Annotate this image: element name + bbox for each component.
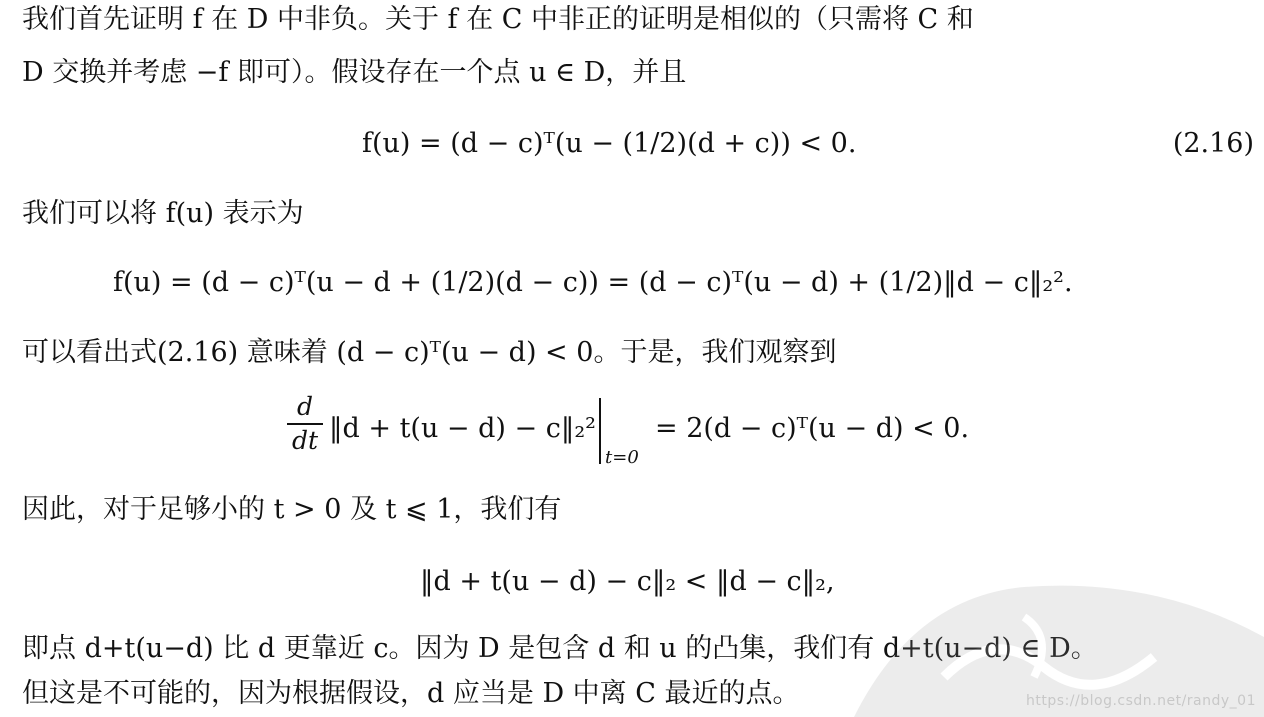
equation-2-16: f(u) = (d − c)ᵀ(u − (1/2)(d + c)) < 0. <box>362 128 857 159</box>
paragraph-line-1: 我们首先证明 f 在 D 中非负。关于 f 在 C 中非正的证明是相似的（只需将 C 和 <box>22 4 974 35</box>
derivative-body: ‖d + t(u − d) − c‖₂² <box>329 413 597 444</box>
derivative-rhs: = 2(d − c)ᵀ(u − d) < 0. <box>655 413 970 444</box>
paragraph-line-3: 我们可以将 f(u) 表示为 <box>22 198 304 229</box>
watermark-logo-icon <box>794 517 1264 717</box>
equation-derivative <box>285 392 1045 472</box>
evaluation-subscript: t=0 <box>605 447 639 468</box>
paragraph-line-2: D 交换并考虑 −f 即可）。假设存在一个点 u ∈ D，并且 <box>22 57 687 88</box>
fraction-bar <box>287 423 323 425</box>
equation-expand: f(u) = (d − c)ᵀ(u − d + (1/2)(d − c)) = (d − c)ᵀ(u − d) + (1/2)‖d − c‖₂². <box>113 267 1073 298</box>
paragraph-line-4: 可以看出式(2.16) 意味着 (d − c)ᵀ(u − d) < 0。于是，我们观察到 <box>22 337 837 368</box>
equation-number: (2.16) <box>1172 128 1254 159</box>
fraction-numerator: d <box>296 392 313 421</box>
fraction-denominator: dt <box>291 426 319 455</box>
derivative-fraction <box>285 392 325 456</box>
paragraph-line-7: 但这是不可能的，因为根据假设，d 应当是 D 中离 C 最近的点。 <box>22 678 800 709</box>
equation-norm: ‖d + t(u − d) − c‖₂ < ‖d − c‖₂, <box>420 566 835 597</box>
paragraph-line-6: 即点 d+t(u−d) 比 d 更靠近 c。因为 D 是包含 d 和 u 的凸集，我们有 d+t(u−d) ∈ D。 <box>22 633 1098 664</box>
paragraph-line-5: 因此，对于足够小的 t > 0 及 t ⩽ 1，我们有 <box>22 494 562 525</box>
watermark-url: https://blog.csdn.net/randy_01 <box>1026 693 1256 709</box>
evaluation-bar <box>599 398 601 464</box>
